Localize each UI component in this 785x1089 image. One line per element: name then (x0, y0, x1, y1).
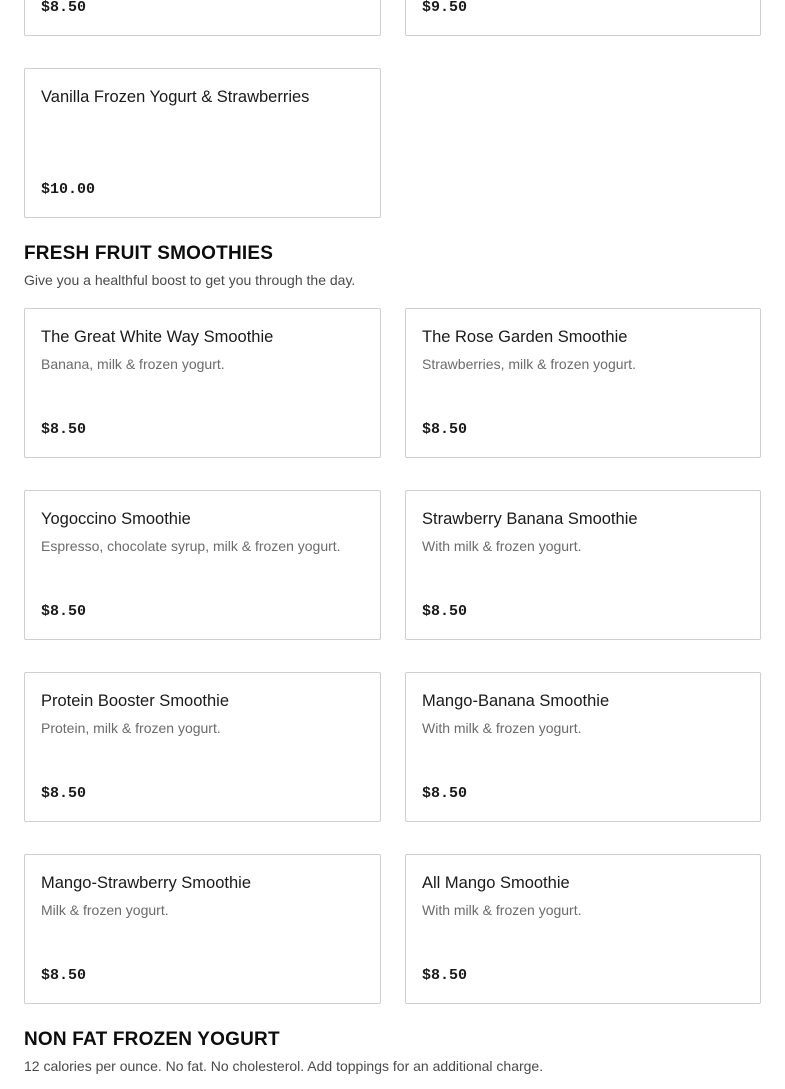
menu-item-description: Espresso, chocolate syrup, milk & frozen yogurt. (41, 538, 341, 554)
section-description-nonfat: 12 calories per ounce. No fat. No cholesterol. Add toppings for an additional charge. (24, 1058, 544, 1074)
menu-item-card[interactable] (405, 490, 761, 640)
menu-item-description: Strawberries, milk & frozen yogurt. (422, 356, 636, 372)
menu-item-description: With milk & frozen yogurt. (422, 902, 582, 918)
menu-item-card[interactable] (405, 0, 761, 36)
menu-item-price: $9.50 (422, 0, 468, 16)
menu-item-name: Vanilla Frozen Yogurt & Strawberries (41, 88, 310, 106)
menu-item-description: With milk & frozen yogurt. (422, 720, 582, 736)
menu-item-name: Mango-Banana Smoothie (422, 692, 610, 710)
menu-item-card[interactable] (24, 308, 381, 458)
menu-item-price: $8.50 (41, 785, 87, 802)
menu-item-name: All Mango Smoothie (422, 874, 570, 892)
menu-item-card[interactable] (405, 854, 761, 1004)
section-description-smoothies: Give you a healthful boost to get you through the day. (24, 272, 356, 288)
menu-item-card[interactable] (24, 68, 381, 218)
menu-item-description: Milk & frozen yogurt. (41, 902, 169, 918)
menu-item-card[interactable] (24, 672, 381, 822)
menu-item-description: With milk & frozen yogurt. (422, 538, 582, 554)
menu-item-description: Protein, milk & frozen yogurt. (41, 720, 221, 736)
menu-item-name: Protein Booster Smoothie (41, 692, 230, 710)
menu-item-price: $8.50 (41, 421, 87, 438)
menu-item-name: The Great White Way Smoothie (41, 328, 274, 346)
menu-item-name: Strawberry Banana Smoothie (422, 510, 638, 528)
menu-item-price: $8.50 (422, 421, 468, 438)
menu-item-price: $8.50 (41, 603, 87, 620)
menu-item-price: $8.50 (41, 967, 87, 984)
menu-item-card[interactable] (24, 854, 381, 1004)
menu-item-price: $8.50 (422, 603, 468, 620)
menu-item-name: The Rose Garden Smoothie (422, 328, 628, 346)
menu-item-card[interactable] (24, 490, 381, 640)
menu-item-price: $8.50 (422, 785, 468, 802)
menu-item-price: $10.00 (41, 181, 96, 198)
menu-item-card[interactable] (405, 308, 761, 458)
section-title-nonfat: NON FAT FROZEN YOGURT (24, 1029, 280, 1050)
section-title-smoothies: FRESH FRUIT SMOOTHIES (24, 243, 274, 264)
menu-item-card[interactable] (405, 672, 761, 822)
menu-item-price: $8.50 (422, 967, 468, 984)
menu-item-name: Yogoccino Smoothie (41, 510, 191, 528)
menu-item-card[interactable] (24, 0, 381, 36)
menu-item-description: Banana, milk & frozen yogurt. (41, 356, 225, 372)
menu-item-name: Mango-Strawberry Smoothie (41, 874, 252, 892)
menu-item-price: $8.50 (41, 0, 87, 16)
